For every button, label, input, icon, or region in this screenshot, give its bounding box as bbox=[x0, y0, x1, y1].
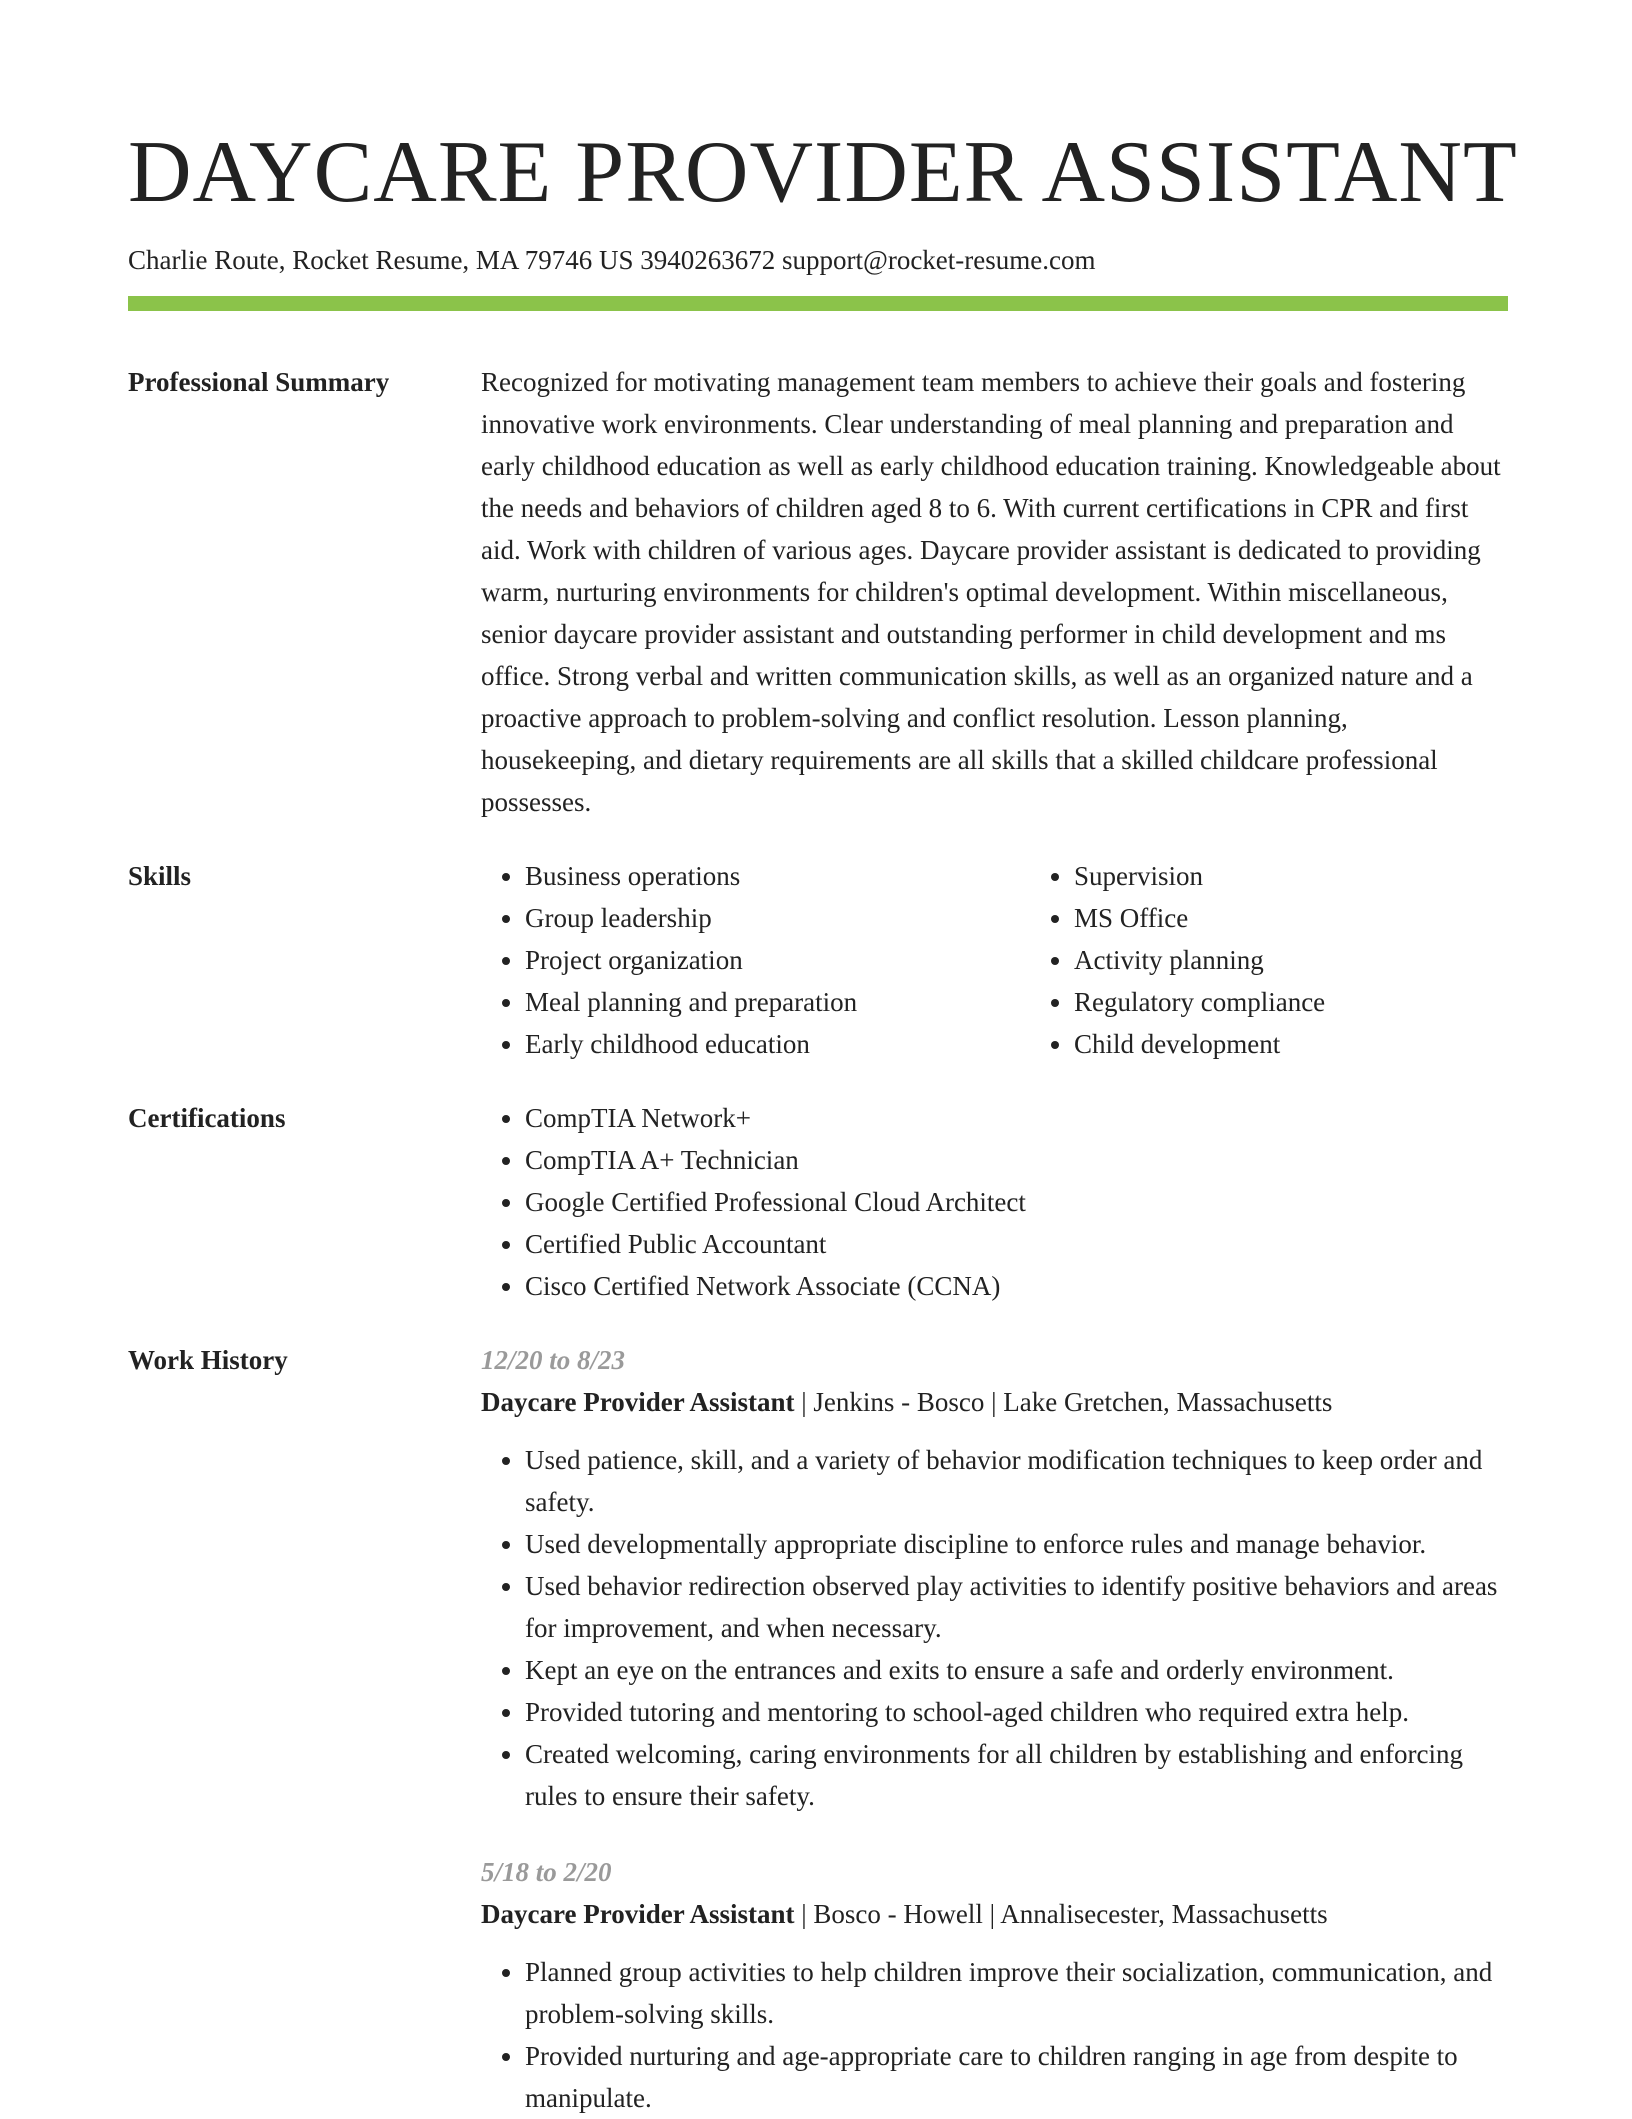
skills-body bbox=[481, 855, 1508, 1065]
certifications-section bbox=[128, 1097, 1508, 1307]
skill-item: • Early childhood education bbox=[525, 1023, 1030, 1065]
professional-summary-section bbox=[128, 361, 1508, 823]
work-history-section bbox=[128, 1339, 1508, 2119]
certification-item: • Google Certified Professional Cloud Architect bbox=[525, 1181, 1508, 1223]
section-title-summary: Professional Summary bbox=[128, 367, 390, 397]
certifications-list bbox=[481, 1097, 1508, 1307]
summary-body bbox=[481, 361, 1508, 823]
skill-item: • MS Office bbox=[1074, 897, 1579, 939]
certification-item: • Cisco Certified Network Associate (CCNA) bbox=[525, 1265, 1508, 1307]
job-duties-list bbox=[481, 1439, 1508, 1817]
job-duty-item: • Created welcoming, caring environments for all children by establishing and enforcing rules to ensure their safety. bbox=[525, 1733, 1508, 1817]
job-duty-item: • Used patience, skill, and a variety of behavior modification techniques to keep order and safety. bbox=[525, 1439, 1508, 1523]
resume-name-heading: DAYCARE PROVIDER ASSISTANT bbox=[128, 124, 1518, 221]
section-title-skills: Skills bbox=[128, 861, 192, 891]
skill-item: • Group leadership bbox=[525, 897, 1030, 939]
summary-text: Recognized for motivating management team members to achieve their goals and fostering innovative work environments. Clear understanding of meal planning and preparation and early childhood education as well as early childhood education training. Knowledgeable about the needs and behaviors of children aged 8 to 6. With current certifications in CPR and first aid. Work with children of various ages. Daycare provider assistant is dedicated to providing warm, nurturing environments for children's optimal development. Within miscellaneous, senior daycare provider assistant and outstanding performer in child development and ms office. Strong verbal and written communication skills, as well as an organized nature and a proactive approach to problem-solving and conflict resolution. Lesson planning, housekeeping, and dietary requirements are all skills that a skilled childcare professional possesses. bbox=[481, 367, 1501, 817]
job-title: Daycare Provider Assistant bbox=[481, 1387, 795, 1417]
skill-item: • Business operations bbox=[525, 855, 1030, 897]
job-dates: 12/20 to 8/23 bbox=[481, 1345, 626, 1375]
work-history-body bbox=[481, 1339, 1508, 2119]
job-duty-item: • Kept an eye on the entrances and exits to ensure a safe and orderly environment. bbox=[525, 1649, 1508, 1691]
skill-item: • Meal planning and preparation bbox=[525, 981, 1030, 1023]
skills-list-right bbox=[1030, 855, 1579, 1065]
job-entry bbox=[481, 1339, 1508, 1817]
accent-divider bbox=[128, 296, 1508, 311]
resume-page bbox=[128, 0, 1518, 2119]
contact-line: Charlie Route, Rocket Resume, MA 79746 US 3940263672 support@rocket-resume.com bbox=[128, 245, 1096, 275]
job-dates: 5/18 to 2/20 bbox=[481, 1857, 612, 1887]
skills-list-left bbox=[481, 855, 1030, 1065]
section-title-certifications: Certifications bbox=[128, 1103, 286, 1133]
job-duty-item: • Provided tutoring and mentoring to school-aged children who required extra help. bbox=[525, 1691, 1508, 1733]
job-duty-item: • Planned group activities to help children improve their socialization, communication, and problem-solving skills. bbox=[525, 1951, 1508, 2035]
skill-item: • Supervision bbox=[1074, 855, 1579, 897]
skill-item: • Regulatory compliance bbox=[1074, 981, 1579, 1023]
job-heading bbox=[481, 1381, 1508, 1423]
certification-item: • Certified Public Accountant bbox=[525, 1223, 1508, 1265]
job-employer-location: | Jenkins - Bosco | Lake Gretchen, Massachusetts bbox=[794, 1387, 1333, 1417]
job-duties-list bbox=[481, 1951, 1508, 2119]
skill-item: • Activity planning bbox=[1074, 939, 1579, 981]
job-duty-item: • Provided nurturing and age-appropriate care to children ranging in age from despite to manipulate. bbox=[525, 2035, 1508, 2119]
certifications-body bbox=[481, 1097, 1508, 1307]
skill-item: • Child development bbox=[1074, 1023, 1579, 1065]
job-entry bbox=[481, 1851, 1508, 2119]
job-duty-item: • Used developmentally appropriate discipline to enforce rules and manage behavior. bbox=[525, 1523, 1508, 1565]
certification-item: • CompTIA A+ Technician bbox=[525, 1139, 1508, 1181]
skill-item: • Project organization bbox=[525, 939, 1030, 981]
job-heading bbox=[481, 1893, 1508, 1935]
certification-item: • CompTIA Network+ bbox=[525, 1097, 1508, 1139]
job-employer-location: | Bosco - Howell | Annalisecester, Massachusetts bbox=[794, 1899, 1328, 1929]
job-duty-item: • Used behavior redirection observed play activities to identify positive behaviors and areas for improvement, and when necessary. bbox=[525, 1565, 1508, 1649]
job-title: Daycare Provider Assistant bbox=[481, 1899, 795, 1929]
skills-section bbox=[128, 855, 1508, 1065]
section-title-work-history: Work History bbox=[128, 1345, 288, 1375]
